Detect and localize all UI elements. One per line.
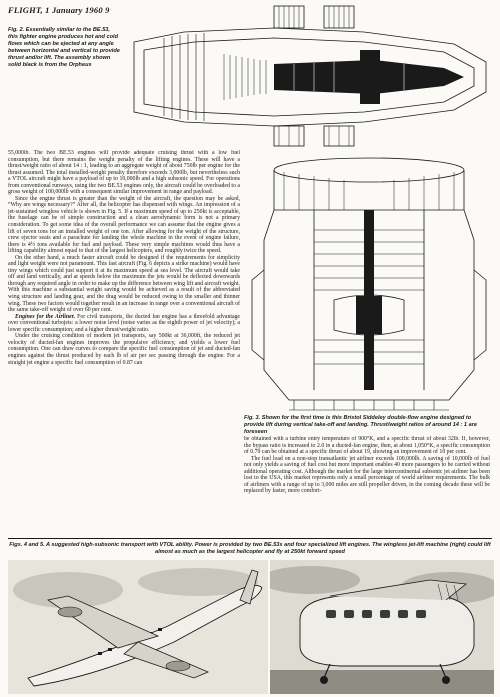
right-paragraph-2: The fuel load on a non-stop transatlantic jet airliner exceeds 100,000lb. A saving of 10,000lb of fuel not only yields a saving of fuel cost but more important enables 40 more passengers to be carried without additional operating cost. Although the market for the large intercontinental subsonic jet airliner has been lost to the USA, this market represents only a small percentage of world airliner requirements. The bulk of airliners with a range of up to 3,000 miles are still propeller driven, in the coming decade these will be replaced by faster, more comfort- xyxy=(244,455,490,495)
left-paragraph-1: 55,000lb. The two BE.53 engines will provide adequate cruising thrust with a low fuel consumption, but there remains the weight penalty of the lifting engines. These will have a thrust/weight ratio of about 14 : 1, leading to an aggregate weight of about 750lb per engine for the thrust assumed. The total installed-weight penalty therefore exceeds 3,000lb, but nevertheless such a VTOL aircraft might have a payload of up to 10,000lb and a high subsonic speed. For operations from conventional runways, using the two BE.53 engines only, the aircraft could be overloaded to a gross weight of 100,000lb with a consequent similar improvement in range and payload. xyxy=(8,150,240,196)
figure-divider xyxy=(8,538,492,539)
fig45-caption: Figs. 4 and 5. A suggested high-subsonic transport with VTOL ability. Power is provided by two BE.53s and four specialized lift engines. The wingless jet-lift machine (right) could lift almost as much as the largest helicopter and fly at 250kt forward speed xyxy=(9,542,491,555)
left-paragraph-4-text: For civil transports, the ducted fan engine has a threefold advantage over conventional turbojets: a lower noise level (noise varies as the eighth power of jet velocity); a lower specific consumption; and a higher thrust/weight ratio. xyxy=(8,313,240,333)
fig5-wingless-jet-lift-drawing xyxy=(270,560,494,694)
left-paragraph-5: Under the cruising condition of modern jet transports, say 500kt at 36,000ft, the reduced jet velocity of ducted-fan engines improves the propulsive efficiency, and yields a lower fuel consumption. One can draw curves to compare the specific fuel consumption of jet and ducted-fan engines against the thrust produced by each lb of air per sec passing through the engine. For a straight jet engine a specific fuel consumption of 0.87 can xyxy=(8,333,240,366)
fig3-lift-engine-drawing xyxy=(244,150,494,412)
left-paragraph-2: Since the engine thrust is greater than the weight of the aircraft, the question may be asked, “Why are wings necessary?” After all, the helicopter has dispensed with wings. An impression of a jet-sustained wingless vehicle is shown in Fig. 5. If a maximum speed of up to 250kt is acceptable, the fuselage can be of simple construction and a clean aerodynamic form is not a primary consideration. To get some idea of the overall performance we can assume that the engine gives a lift of seven tons for an installed weight of one ton. After allowing for the weight of the structure, crew ejector seats and a parachute for landing the whole machine in the event of engine failure, there is 4½ tons available for fuel and payload. These very simple machines would thus have a lifting capability almost equal to that of the largest helicopters, and roughly twice the speed. xyxy=(8,195,240,255)
fig2-engine-drawing xyxy=(124,2,496,150)
right-paragraph-1: be obtained with a turbine entry temperature of 900°K, and a specific thrust of about 32lb. If, however, the bypass ratio is increased to 2.0 in a ducted-fan engine, then, at about 1,050°K, a specific consumption of 0.79 can be obtained at a specific thrust of about 19, showing an improvement of 10 per cent. xyxy=(244,436,490,456)
fig2-caption: Fig. 2. Essentially similar to the BE.53, this fighter engine produces hot and cold flows which can be ejected at any angle between horizontal and vertical to provide thrust and/or lift. The assembly shown solid black is from the Orpheus xyxy=(8,27,120,68)
left-paragraph-4 xyxy=(8,314,240,334)
left-paragraph-3: On the other hand, a much faster aircraft could be designed if the requirements for simplicity and light weight were not paramount. This fast aircraft (Fig. 6 depicts a strike machine) would have tiny wings which could just support it at its maximum speed at sea level. The aircraft would take off and land vertically, and at speeds below the maximum the jets would be deflected downwards through any required angle in order to make up the difference between wing lift and aircraft weight. With this machine a substantial weight saving would be achieved as a result of the abbreviated wing structure and landing gear, and the drag would be reduced owing to the smaller and thinner wing. These two factors would together result in an increase in range over a conventional aircraft of the same take-off weight of over 60 per cent. xyxy=(8,254,240,314)
right-column-text xyxy=(244,436,490,534)
left-column-text xyxy=(8,150,240,530)
engines-airliner-heading: Engines for the Airliner. xyxy=(15,313,76,320)
fig3-caption: Fig. 3. Shown for the first time is this Bristol Siddeley double-flow engine designed to provide lift during vertical take-off and landing. Thrust/weight ratios of around 14 : 1 are foreseen xyxy=(244,415,478,435)
fig4-vtol-transport-drawing xyxy=(8,560,268,694)
page-header: FLIGHT, 1 January 1960 9 xyxy=(8,5,110,15)
